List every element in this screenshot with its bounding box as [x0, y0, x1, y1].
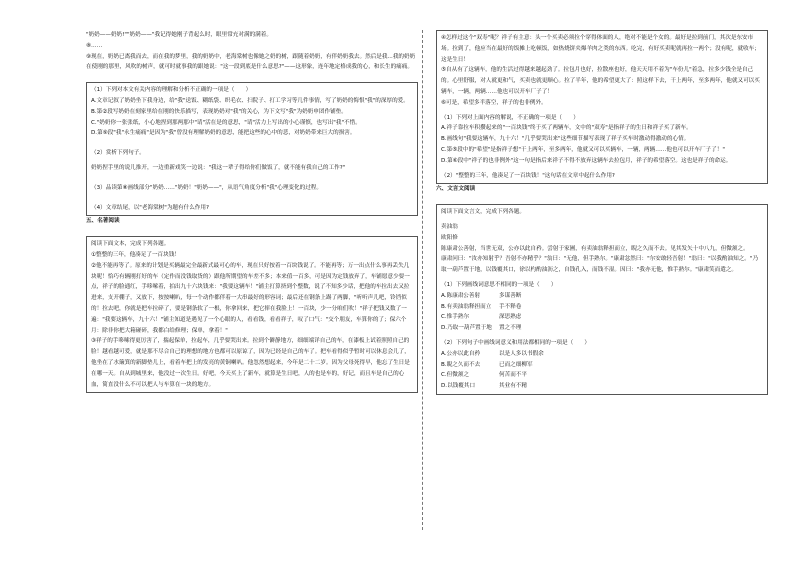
option: C.第⑤段中的"希望"是指祥子想"干上两年，至多两年，他就又可以买辆车，一辆，两辆……他也可以开车厂子了！" [441, 146, 725, 153]
reading-box [86, 236, 418, 393]
instruction: 阅读下面文本，完成下列各题。 [91, 241, 170, 248]
option: A.文章记叙了奶奶坐下我身边，给"我"送饭、糊纸袋、织毛衣、扫院子、打工学习等几件事情，写了奶奶的悔恨"我"的深厚的爱。 [91, 97, 409, 104]
reading-box-continued [436, 30, 768, 184]
option: D.第⑨段"我"永生痛痛"是因为"我"曾没有理解奶奶的意思，能把这些的心中的悲，对奶奶带来巨大的损害。 [91, 130, 356, 137]
left-column [86, 30, 418, 393]
option-row: D.乃取一葫芦置于地 置之不理 [441, 325, 522, 332]
option-row: A.公亦以此自矜 以是人多以书假余 [441, 350, 544, 357]
question: （1）下列画线词意思不相同的一项是（ ） [441, 281, 557, 288]
option-row: B.有卖油翁释担而立 手不释卷 [441, 303, 522, 310]
paragraph: 陈康肃公善射，当世无双，公亦以此自矜。尝射于家圃，有卖油翁释担而立，睨之久而不去。见其发矢十中八九，但微颔之。 [441, 245, 749, 252]
classical-box [436, 204, 768, 395]
question: （4）文章结尾，以"老海棠树"为题有什么作用? [91, 204, 209, 211]
column-divider [422, 30, 423, 530]
section-heading: 五、名著阅读 [86, 218, 120, 225]
option: D.第⑥段中"祥子的也非例外"这一句是指后来祥子不得不放弃这辆车去拉包月，祥子的希望落空。这也是祥子的命运。 [441, 157, 732, 164]
question: （3）品读第⑧画线部分"奶奶……"奶奶！"奶奶——"，从语气角度分析"我"心理变化的过程。 [91, 184, 322, 191]
paragraph: ③祥子的手哆嗦得更厉害了，揣起保单，拉起车，几乎要哭出来。拉到个僻静地方，细细端详自己的车，在漆板上试着照照自己的脸！越看越可爱，就是那不尽合自己的理想的地方也都可以原谅了，因为已经是自己的车了。把车看得似乎暂时可以休息会儿了，他坐在了水簸箕的新脚垫儿上，看着车把上的发亮的黄铜喇叭。他忽然想起来，今年是二十二岁。因为父母死得早，他忘了生日是在哪一天。自从到城里来，他没过一次生日。好吧，今天买上了新车，就算是生日吧，人的也是车的，好记，而且车是自己的心血，简直没什么不可以把人与车算在一块的地方。 [91, 338, 410, 388]
option: B.画线句"我要这辆车，九十六！"几乎要哭出来"这些细节描写表现了祥子买车时激动得激动的心情。 [441, 136, 690, 143]
option: C."奶奶你一张张纸，小心地捏到那两那中"请"活在是的意思，"请"活力上写出的小心谨慎，也写出"我"不惜。 [91, 119, 361, 126]
question-box-1 [86, 82, 418, 216]
section-heading: 六、文言文阅读 [436, 186, 476, 193]
right-column [436, 30, 768, 395]
paragraph: ②他不能再等了。原来的计划是买辆最完全最新式最可心的车，现在只好按着一百块钱说了。不能再等；万一出点什么事再丢失几块呢！恰巧有辆刚打好的车（定作而没钱取货的）跟他所期望的车差不多；本来值一百多，可是因为定钱放弃了，车铺愿意少要一点，祥子的脸通红，手哆嗦着，拍出九十六块钱来："我要这辆车！"铺主打算挤到个整数，说了不知多少话，把他的车拉出去又拉进来，支开棚子，又放下，按按喇叭，每一个动作都伴着一大串最好的形容词；最后还在钢条上踢了两脚，"听听声儿吧，铃铛似的！拉去吧，你就是把车拉碎了，要是钢条软了一根，你拿回来，把它摔在我脸上！一百块，少一分咱们吹！"祥子把钱又数了一遍："我要这辆车，九十六！"铺主知道是遇见了一个心眼的人，看看钱，看看祥子，叹了口气："交个朋友，车算你的了；保六个月：除非你把大箱碰碎，我都白给修理；保单，拿着！" [91, 262, 410, 334]
option: B.第②段写奶奶在刻家里给在刚的快乐描写，表现奶奶对"我"的关心，为下文写"我"为奶奶申团作铺垫。 [91, 108, 347, 115]
paragraph: ④怎样过这个"双寿"呢？祥子有主意：头一个买卖必须拉个穿得体面的人，绝对不能是个女的。最好是拉到前门，其次是东安市场。拉到了，他应当在最好的饭摊上吃顿饭，如热烧饼夹爆羊肉之类的东西。吃完，有好买卖呢就再拉一两个；没有呢，就收车；这是生日！ [441, 35, 760, 63]
question: （1）下列对本文有关内容的理解和分析不正确的一项是（ ） [91, 87, 252, 94]
paragraph: ①整整的三年，他凑足了一百块钱！ [91, 251, 180, 258]
option-row: C.但微颔之 何苦而不平 [441, 372, 527, 379]
instruction: 阅读下面文言文，完成下列各题。 [441, 209, 525, 216]
option-row: D.以钱覆其口 其业有不精 [441, 383, 527, 390]
option-row: A.陈康肃公善射 多谋善断 [441, 292, 522, 299]
paragraph: 康肃问曰："汝亦知射乎？吾射不亦精乎？"翁曰："无他，但手熟尔。"康肃忿然曰："尔安敢轻吾射！"翁曰："以我酌油知之。"乃取一葫芦置于地，以钱覆其口，徐以杓酌油沥之，自钱孔入，而钱不湿。因曰："我亦无他，惟手熟尔。"康肃笑而遣之。 [441, 256, 759, 274]
paragraph: ⑧…… [86, 42, 103, 49]
paragraph: ⑤自从有了这辆车，他的生活过得越来越起劲了。拉包月也好，拉散座也好，他天天用不着为"车份儿"着急，拉多少钱全是自己的。心里舒服，对人就更和气，买卖也就更顺心。拉了半年，他的希望更大了：照这样下去，干上两年，至多两年，他就又可以买辆车，一辆，两辆……他也可以开车厂子了！ [441, 67, 760, 95]
text-title: 卖油翁 [441, 223, 458, 230]
question: （2）下列句子中画线词意义和用法都相同的一项是（ ） [441, 339, 590, 346]
question: （2）"整整的三年，他凑足了一百块钱！"这句话在文章中起什么作用? [441, 172, 615, 179]
text-author: 欧阳修 [441, 234, 458, 241]
option: A.祥子靠拉车积攒起来的"一百块钱"终于买了两辆车，文中的"双寿"是指祥子的生日和祥子买了新车。 [441, 125, 692, 132]
option-row: C.惟手熟尔 深思熟虑 [441, 314, 522, 321]
sentence: 奶奶捏手里的说儿推开，一边重新戏笑一边说："我这一辈子得给你们做饭了，就不能有我自己的工作?" [91, 164, 346, 171]
paragraph: ⑥可是，希望多半落空，祥子的也非例外。 [441, 99, 547, 106]
paragraph: "奶奶——奶奶!""奶奶——"我记得她刚子背起么时，眼里常充对满的满着。 [86, 32, 272, 38]
question: （2）赏析下列句子。 [91, 150, 145, 157]
question: （1）下列对上面内容的解说，不正确的一项是（ ） [441, 114, 579, 121]
paragraph: ⑨现在，奶奶已离我而去，而在我的梦里，我的奶奶中，老海棠树也像她之奶的树，跟随着奶奶，有伴奶奶我去。然后是我...我的奶奶在使刚的那里，风吹的树声，就可时就事我的跟她说："这一段到底是什么意思?"——这形象，连年地定格成我的心，和长生的痛痛。 [86, 53, 416, 71]
option-row: B.睨之久而不去 已而之细柳军 [441, 361, 533, 368]
